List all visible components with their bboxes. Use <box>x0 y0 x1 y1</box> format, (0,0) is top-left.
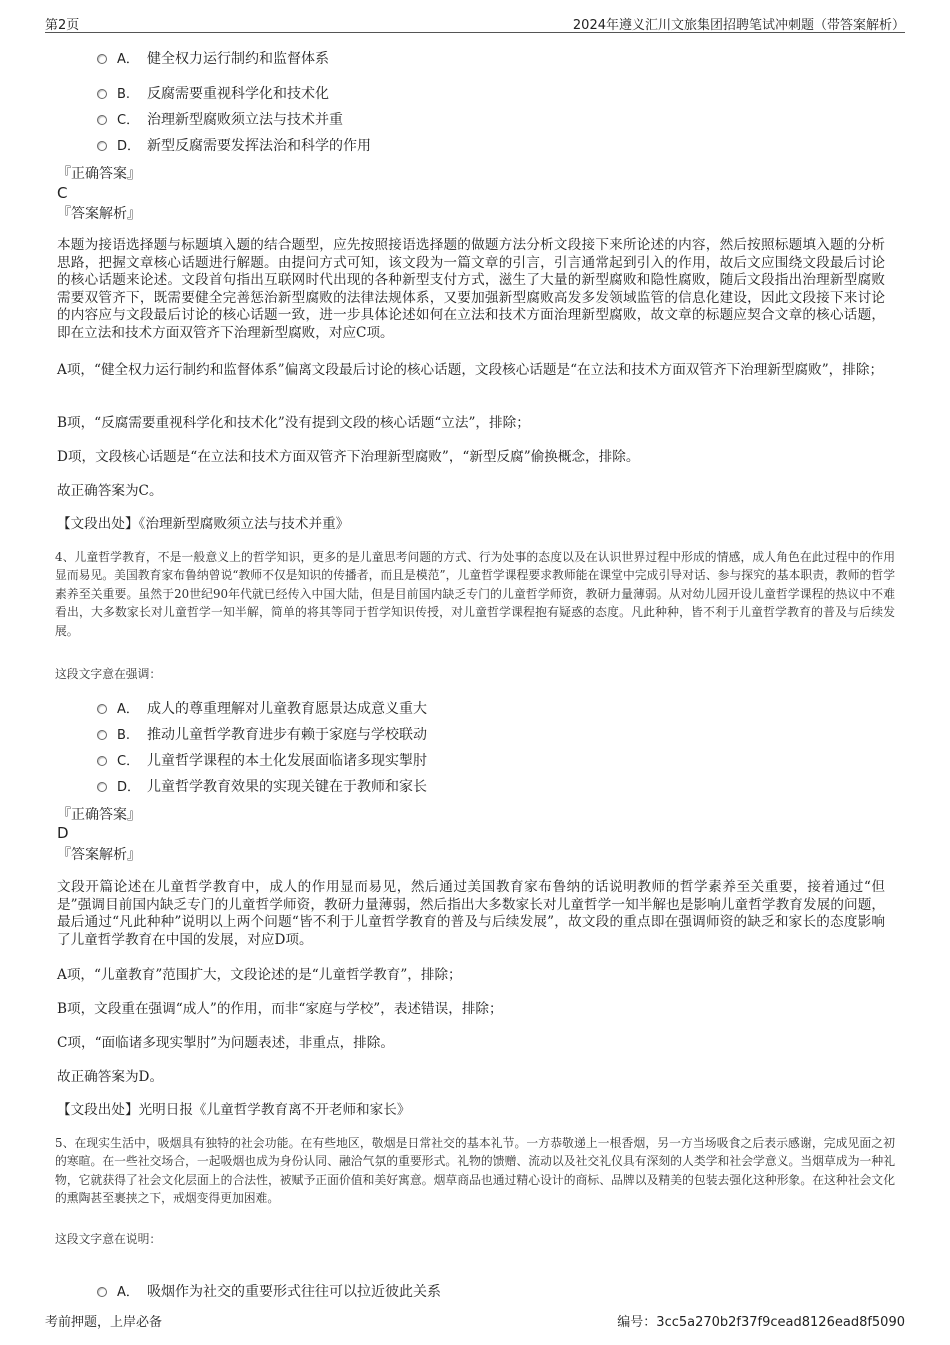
q4-analysis-option-b: B项，文段重在强调“成人”的作用，而非“家庭与学校”，表述错误，排除； <box>57 1001 503 1017</box>
radio-icon[interactable] <box>97 115 107 125</box>
q4-analysis-option-a: A项，“儿童教育”范围扩大，文段论述的是“儿童哲学教育”，排除； <box>57 967 462 983</box>
q4-prompt: 这段文字意在强调： <box>55 667 162 681</box>
q4-analysis-paragraph: 文段开篇论述在儿童哲学教育中，成人的作用显而易见，然后通过美国教育家布鲁纳的话说明教师的哲学素养至关重要，接着通过“但是”强调目前国内缺乏专门的儿童哲学师资，教研力量薄弱，然后指出大多数家长对儿童哲学一知半解也是影响儿童哲学教育发展的问题，最后通过“凡此种种”说明以上两个问题“皆不利于儿童哲学教育的普及与后续发展”，故文段的重点即在强调师资的缺乏和家长的态度影响了儿童哲学教育在中国的发展，对应D项。 <box>57 879 885 948</box>
radio-icon[interactable] <box>97 141 107 151</box>
q4-option-b[interactable]: B. 推动儿童哲学教育进步有赖于家庭与学校联动 <box>97 724 427 746</box>
footer-slogan: 考前押题，上岸必备 <box>45 1315 163 1330</box>
q5-stem: 5、在现实生活中，吸烟具有独特的社会功能。在有些地区，敬烟是日常社交的基本礼节。一方恭敬递上一根香烟，另一方当场吸食之后表示感谢，完成见面之初的寒暄。在一些社交场合，一起吸烟也成为身份认同、融洽气氛的重要形式。礼物的馈赠、流动以及社交礼仪具有深刻的人类学和社会学意义。当烟草成为一种礼物，它就获得了社会文化层面上的合法性，被赋予正面价值和美好寓意。烟草商品也通过精心设计的商标、品牌以及精美的包装去强化这种形象。在这种社会文化的熏陶甚至裹挟之下，戒烟变得更加困难。 <box>55 1136 895 1206</box>
q3-option-d[interactable]: D． 新型反腐需要发挥法治和科学的作用 <box>97 135 371 157</box>
radio-icon[interactable] <box>97 54 107 64</box>
q3-analysis-option-a: A项，“健全权力运行制约和监督体系”偏离文段最后讨论的核心话题，文段核心话题是“在立法和技术方面双管齐下治理新型腐败”，排除； <box>57 362 884 378</box>
q4-source: 【文段出处】光明日报《儿童哲学教育离不开老师和家长》 <box>57 1102 411 1118</box>
q3-analysis-label: 『答案解析』 <box>57 206 141 222</box>
radio-icon[interactable] <box>97 730 107 740</box>
q3-source: 【文段出处】《治理新型腐败须立法与技术并重》 <box>57 516 350 532</box>
page-number: 第2页 <box>45 18 80 33</box>
q3-option-b[interactable]: B. 反腐需要重视科学化和技术化 <box>97 83 329 105</box>
page-footer <box>45 1311 905 1331</box>
q3-option-c[interactable]: C． 治理新型腐败须立法与技术并重 <box>97 109 343 131</box>
q5-option-a[interactable]: A． 吸烟作为社交的重要形式往往可以拉近彼此关系 <box>97 1281 441 1303</box>
q3-analysis-paragraph: 本题为接语选择题与标题填入题的结合题型，应先按照接语选择题的做题方法分析文段接下来所论述的内容，然后按照标题填入题的分析思路，把握文章核心话题进行解题。由提问方式可知，该文段为一篇文章的引言，引言通常起到引入的作用，故后文应围绕文段最后讨论的核心话题来论述。文段首句指出互联网时代出现的各种新型支付方式，滋生了大量的新型腐败和隐性腐败，随后文段指出治理新型腐败需要双管齐下，既需要健全完善惩治新型腐败的法律法规体系，又要加强新型腐败高发多发领域监管的信息化建设，因此文段接下来讨论的内容应与文段最后讨论的核心话题一致，进一步具体论述如何在立法和技术方面治理新型腐败，故文章的标题应契合文章的核心话题，即在立法和技术方面双管齐下治理新型腐败，对应C项。 <box>57 237 885 341</box>
q4-option-c[interactable]: C． 儿童哲学课程的本土化发展面临诸多现实掣肘 <box>97 750 427 772</box>
radio-icon[interactable] <box>97 1287 107 1297</box>
radio-icon[interactable] <box>97 782 107 792</box>
q3-answer: C <box>57 184 68 202</box>
radio-icon[interactable] <box>97 89 107 99</box>
q4-conclusion: 故正确答案为D。 <box>57 1069 164 1085</box>
q4-answer-label: 『正确答案』 <box>57 807 141 823</box>
radio-icon[interactable] <box>97 704 107 714</box>
page-header <box>45 12 905 33</box>
document-code: 编号：3cc5a270b2f37f9cead8126ead8f5090 <box>617 1315 905 1330</box>
q3-analysis-option-d: D项，文段核心话题是“在立法和技术方面双管齐下治理新型腐败”，“新型反腐”偷换概念，排除。 <box>57 449 640 465</box>
q4-option-a[interactable]: A． 成人的尊重理解对儿童教育愿景达成意义重大 <box>97 698 427 720</box>
q3-analysis-option-b: B项，“反腐需要重视科学化和技术化”没有提到文段的核心话题“立法”，排除； <box>57 415 530 431</box>
radio-icon[interactable] <box>97 756 107 766</box>
q3-answer-label: 『正确答案』 <box>57 166 141 182</box>
q4-analysis-option-c: C项，“面临诸多现实掣肘”为问题表述，非重点，排除。 <box>57 1035 394 1051</box>
q4-stem: 4、儿童哲学教育，不是一般意义上的哲学知识，更多的是儿童思考问题的方式、行为处事的态度以及在认识世界过程中形成的情感，成人角色在此过程中的作用显而易见。美国教育家布鲁纳曾说“教师不仅是知识的传播者，而且是模范”，儿童哲学课程要求教师能在课堂中完成引导对话、参与探究的基本职责，教师的哲学素养至关重要。虽然于20世纪90年代就已经传入中国大陆，但是目前国内缺乏专门的儿童哲学师资，教研力量薄弱。从对幼儿园开设儿童哲学课程的热议中不难看出，大多数家长对儿童哲学一知半解，简单的将其等同于哲学知识传授，对儿童哲学课程抱有疑惑的态度。凡此种种，皆不利于儿童哲学教育的普及与后续发展。 <box>55 550 895 638</box>
q4-option-d[interactable]: D． 儿童哲学教育效果的实现关键在于教师和家长 <box>97 776 427 798</box>
q5-prompt: 这段文字意在说明： <box>55 1232 162 1246</box>
q4-analysis-label: 『答案解析』 <box>57 847 141 863</box>
document-title: 2024年遵义汇川文旅集团招聘笔试冲刺题（带答案解析） <box>572 18 905 33</box>
q3-conclusion: 故正确答案为C。 <box>57 483 163 499</box>
q3-option-a[interactable]: A． 健全权力运行制约和监督体系 <box>97 48 329 70</box>
q4-answer: D <box>57 824 69 842</box>
